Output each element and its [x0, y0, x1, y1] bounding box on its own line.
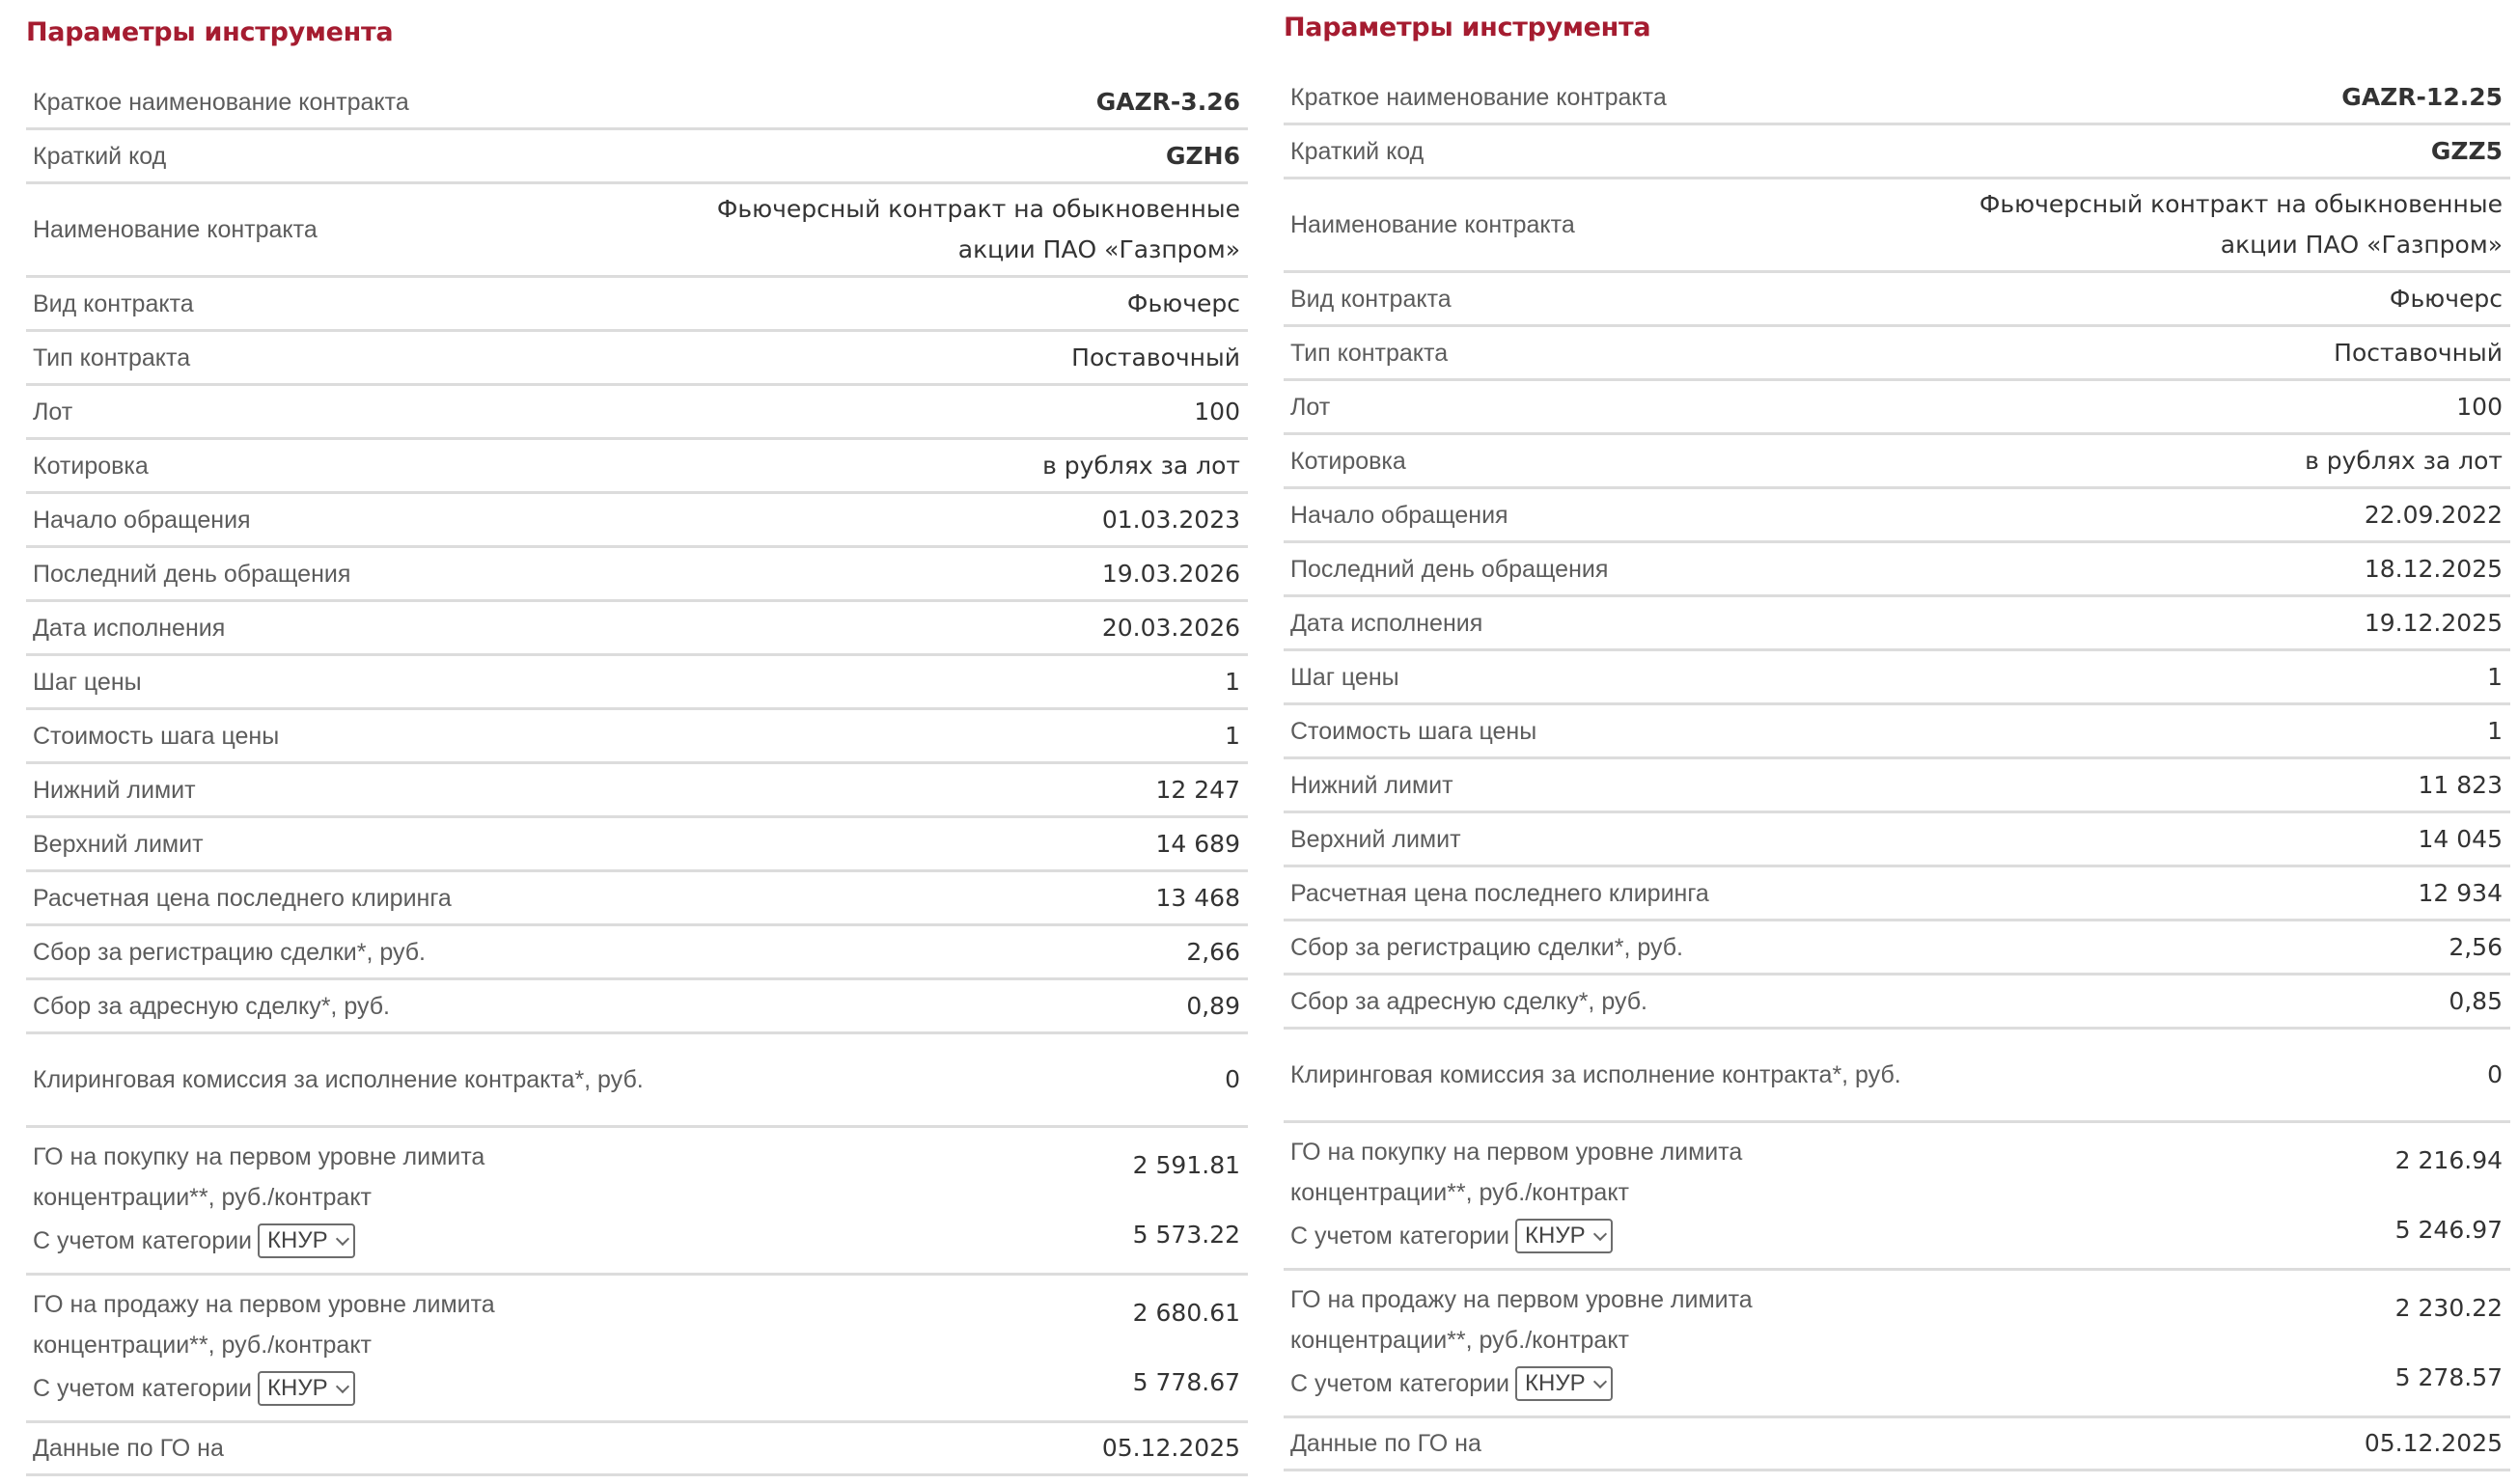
go-buy-category-line — [1290, 1213, 1908, 1259]
clearing-commission-row — [26, 1034, 1248, 1128]
short-name-row — [1284, 71, 2510, 125]
go-buy-left — [1290, 1132, 1908, 1259]
row-value: 13 468 — [1155, 883, 1240, 912]
row-label: Шаг цены — [33, 668, 142, 696]
row-value: GAZR-3.26 — [1095, 87, 1240, 116]
row-label: Сбор за адресную сделку*, руб. — [1290, 987, 1647, 1015]
short-name-row — [26, 76, 1248, 130]
trading-start-row — [26, 494, 1248, 548]
row-label: Наименование контракта — [33, 216, 318, 243]
row-value: 100 — [2456, 392, 2503, 421]
go-sell-category-value: 5 778.67 — [1132, 1368, 1240, 1396]
row-label: Котировка — [1290, 447, 1406, 475]
go-buy-values — [1133, 1145, 1240, 1255]
row-value: 1 — [2487, 662, 2503, 691]
go-buy-category-value: 5 573.22 — [1132, 1221, 1240, 1249]
row-value: 12 934 — [2418, 878, 2503, 907]
lower-limit-row — [26, 764, 1248, 818]
quotation-row — [26, 440, 1248, 494]
price-step-cost-row — [1284, 705, 2510, 759]
panel-title: Параметры инструмента — [1284, 13, 1651, 42]
row-label: Дата исполнения — [33, 614, 226, 642]
row-value: GAZR-12.25 — [2341, 82, 2503, 111]
row-value: GZH6 — [1166, 141, 1240, 170]
contract-name-row — [26, 184, 1248, 278]
row-label: Нижний лимит — [1290, 771, 1453, 799]
row-value: 0,89 — [1186, 991, 1240, 1020]
go-buy-category-selected: КНУР — [267, 1227, 328, 1253]
go-sell-value: 2 680.61 — [1132, 1299, 1240, 1327]
row-value: 11 823 — [2418, 770, 2503, 799]
go-date-label: Данные по ГО на — [1290, 1430, 1481, 1457]
quotation-row — [1284, 435, 2510, 489]
go-sell-label: ГО на продажу на первом уровне лимита концентрации**, руб./контракт — [33, 1291, 495, 1359]
row-value: Фьючерсный контракт на обыкновенные акции ПАО «Газпром» — [1978, 190, 2503, 259]
go-sell-category-value: 5 278.57 — [2394, 1363, 2503, 1391]
row-value: 2,56 — [2449, 932, 2503, 961]
lower-limit-row — [1284, 759, 2510, 813]
row-label: Верхний лимит — [1290, 825, 1461, 853]
row-value: GZZ5 — [2430, 136, 2503, 165]
row-value: 12 247 — [1155, 775, 1240, 804]
go-sell-values — [1133, 1293, 1240, 1403]
last-trading-day-row — [1284, 543, 2510, 597]
go-sell-category-line — [1290, 1360, 1908, 1407]
row-value: Фьючерс — [2389, 284, 2503, 313]
go-buy-category-value: 5 246.97 — [2394, 1216, 2503, 1244]
chevron-down-icon — [1593, 1226, 1607, 1240]
go-date-label: Данные по ГО на — [33, 1435, 224, 1462]
contract-name-row — [1284, 179, 2510, 273]
registration-fee-row — [1284, 921, 2510, 976]
address-deal-fee-row — [26, 980, 1248, 1034]
row-value: 14 689 — [1155, 829, 1240, 858]
row-label: Стоимость шага цены — [1290, 717, 1537, 745]
row-value: Поставочный — [2334, 338, 2503, 367]
clearing-commission-row — [1284, 1030, 2510, 1123]
row-label: Клиринговая комиссия за исполнение контракта*, руб. — [1290, 1061, 1901, 1088]
go-buy-category-label: С учетом категории — [1290, 1223, 1510, 1250]
row-label: Котировка — [33, 452, 149, 480]
row-label: Начало обращения — [1290, 501, 1508, 529]
row-label: Нижний лимит — [33, 776, 196, 804]
short-code-row — [26, 130, 1248, 184]
row-label: Краткий код — [1290, 137, 1425, 165]
go-sell-left — [33, 1284, 650, 1412]
row-label: Наименование контракта — [1290, 211, 1575, 238]
row-label: Лот — [1290, 393, 1331, 421]
row-label: Сбор за регистрацию сделки*, руб. — [1290, 933, 1684, 961]
settlement-price-row — [1284, 867, 2510, 921]
go-buy-value: 2 216.94 — [2394, 1146, 2503, 1174]
chevron-down-icon — [1593, 1374, 1607, 1388]
row-value: в рублях за лот — [1042, 451, 1240, 480]
go-buy-category-select[interactable] — [1515, 1219, 1613, 1253]
row-value: Фьючерсный контракт на обыкновенные акции ПАО «Газпром» — [716, 195, 1240, 263]
row-label: Последний день обращения — [33, 560, 351, 588]
chevron-down-icon — [336, 1379, 349, 1392]
go-sell-value: 2 230.22 — [2394, 1294, 2503, 1322]
go-buy-label: ГО на покупку на первом уровне лимита концентрации**, руб./контракт — [33, 1143, 485, 1211]
row-value: 100 — [1194, 397, 1240, 426]
last-trading-day-row — [26, 548, 1248, 602]
trading-start-row — [1284, 489, 2510, 543]
go-buy-category-selected: КНУР — [1525, 1223, 1586, 1249]
go-date-value: 05.12.2025 — [1101, 1434, 1240, 1462]
go-buy-value: 2 591.81 — [1132, 1151, 1240, 1179]
go-sell-category-label: С учетом категории — [1290, 1370, 1510, 1397]
row-label: Дата исполнения — [1290, 609, 1483, 637]
upper-limit-row — [1284, 813, 2510, 867]
upper-limit-row — [26, 818, 1248, 872]
price-step-cost-row — [26, 710, 1248, 764]
row-value: 18.12.2025 — [2364, 554, 2503, 583]
row-value: 01.03.2023 — [1101, 505, 1240, 534]
go-sell-category-line — [33, 1365, 650, 1412]
row-value: 2,66 — [1186, 937, 1240, 966]
row-label: Клиринговая комиссия за исполнение контракта*, руб. — [33, 1066, 644, 1093]
row-value: 1 — [1225, 667, 1240, 696]
row-label: Краткое наименование контракта — [1290, 83, 1667, 111]
price-step-row — [26, 656, 1248, 710]
panel-title: Параметры инструмента — [26, 17, 394, 47]
settlement-price-row — [26, 872, 1248, 926]
price-step-row — [1284, 651, 2510, 705]
row-label: Тип контракта — [1290, 339, 1449, 367]
row-label: Вид контракта — [33, 289, 194, 317]
lot-row — [26, 386, 1248, 440]
params-table — [1284, 71, 2510, 1471]
row-value: Фьючерс — [1126, 289, 1240, 317]
go-sell-values — [2395, 1288, 2503, 1398]
row-label: Стоимость шага цены — [33, 722, 280, 750]
go-sell-row — [26, 1276, 1248, 1423]
go-sell-category-select[interactable] — [1515, 1366, 1613, 1401]
contract-type-row — [1284, 327, 2510, 381]
go-date-row — [26, 1423, 1248, 1476]
row-value: 22.09.2022 — [2364, 500, 2503, 529]
instrument-params-panel-right — [1284, 0, 2510, 1457]
row-value: 20.03.2026 — [1101, 613, 1240, 642]
execution-date-row — [1284, 597, 2510, 651]
row-label: Шаг цены — [1290, 663, 1399, 691]
row-value: в рублях за лот — [2305, 446, 2503, 475]
short-code-row — [1284, 125, 2510, 179]
contract-kind-row — [1284, 273, 2510, 327]
row-value: 0 — [1225, 1065, 1240, 1093]
go-buy-category-label: С учетом категории — [33, 1227, 253, 1254]
instrument-params-panel-left — [26, 0, 1248, 1462]
go-sell-category-select[interactable] — [258, 1371, 355, 1406]
row-value: 1 — [1225, 721, 1240, 750]
row-label: Сбор за адресную сделку*, руб. — [33, 992, 390, 1020]
row-label: Краткий код — [33, 142, 167, 170]
row-value: Поставочный — [1071, 343, 1240, 371]
go-buy-left — [33, 1137, 650, 1264]
address-deal-fee-row — [1284, 976, 2510, 1030]
row-label: Краткое наименование контракта — [33, 88, 409, 116]
row-value: 0,85 — [2449, 986, 2503, 1015]
go-sell-row — [1284, 1271, 2510, 1418]
registration-fee-row — [26, 926, 1248, 980]
row-label: Расчетная цена последнего клиринга — [1290, 879, 1709, 907]
go-sell-left — [1290, 1279, 1908, 1407]
row-value: 0 — [2487, 1060, 2503, 1088]
params-rows — [1284, 71, 2510, 1123]
go-sell-category-selected: КНУР — [267, 1375, 328, 1401]
lot-row — [1284, 381, 2510, 435]
go-buy-category-line — [33, 1218, 650, 1264]
chevron-down-icon — [336, 1231, 349, 1245]
row-label: Расчетная цена последнего клиринга — [33, 884, 452, 912]
go-buy-row — [26, 1128, 1248, 1276]
contract-type-row — [26, 332, 1248, 386]
go-sell-category-selected: КНУР — [1525, 1370, 1586, 1396]
go-date-row — [1284, 1418, 2510, 1471]
params-rows — [26, 76, 1248, 1128]
execution-date-row — [26, 602, 1248, 656]
row-label: Начало обращения — [33, 506, 251, 534]
go-sell-category-label: С учетом категории — [33, 1375, 253, 1402]
go-buy-row — [1284, 1123, 2510, 1271]
row-label: Верхний лимит — [33, 830, 204, 858]
contract-kind-row — [26, 278, 1248, 332]
row-label: Тип контракта — [33, 344, 191, 371]
row-label: Вид контракта — [1290, 285, 1452, 313]
row-label: Последний день обращения — [1290, 555, 1609, 583]
go-buy-label: ГО на покупку на первом уровне лимита концентрации**, руб./контракт — [1290, 1139, 1743, 1206]
go-buy-category-select[interactable] — [258, 1223, 355, 1258]
row-label: Лот — [33, 398, 73, 426]
row-value: 19.03.2026 — [1101, 559, 1240, 588]
row-label: Сбор за регистрацию сделки*, руб. — [33, 938, 427, 966]
go-buy-values — [2395, 1140, 2503, 1250]
row-value: 1 — [2487, 716, 2503, 745]
go-sell-label: ГО на продажу на первом уровне лимита концентрации**, руб./контракт — [1290, 1286, 1753, 1354]
row-value: 14 045 — [2418, 824, 2503, 853]
params-table — [26, 76, 1248, 1476]
row-value: 19.12.2025 — [2364, 608, 2503, 637]
go-date-value: 05.12.2025 — [2364, 1429, 2503, 1457]
